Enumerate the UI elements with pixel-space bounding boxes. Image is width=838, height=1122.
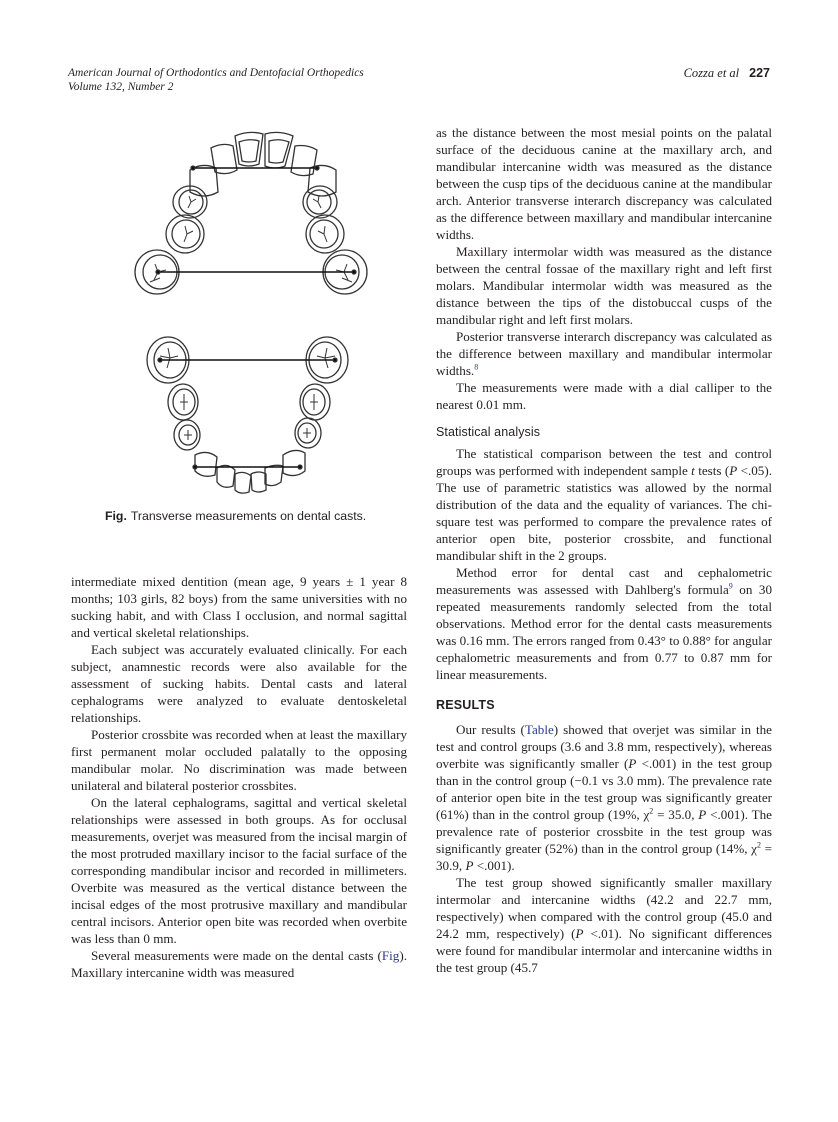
paragraph: intermediate mixed dentition (mean age, 9 years ± 1 year 8 months; 103 girls, 82 boys) from the same universities with no sucking habit, and with Class I occlusion, and normal sagittal and vertical skeletal relationships.: [71, 574, 407, 640]
paragraph: Several measurements were made on the dental casts (Fig). Maxillary intercanine width was measured: [71, 948, 407, 980]
running-header-left: [68, 66, 364, 94]
paragraph: Maxillary intermolar width was measured as the distance between the central fossae of the maxillary right and left first molars. Mandibular intermolar width was measured as the distance between the tips of the distobuccal cusps of the mandibular right and left first molars.: [436, 244, 772, 327]
section-heading-results: RESULTS: [436, 698, 495, 712]
paragraph: On the lateral cephalograms, sagittal and vertical skeletal relationships were assessed in both groups. As for occlusal measurements, overjet was measured from the incisal margin of the most protruded maxillary incisor to the facial surface of the corresponding mandibular incisor and recorded in millimeters. Overbite was measured as the vertical distance between the incisal edges of the most protrusive maxillary and mandibular central incisors. Anterior open bite was recorded when overbite was less than 0 mm.: [71, 795, 407, 946]
paragraph: The statistical comparison between the test and control groups was performed with independent sample t tests (P <.05). The use of parametric statistics was allowed by the normal distribution of the data and the equality of variances. The chi-square test was performed to compare the prevalence rates of anterior open bite, posterior crossbite, and functional mandibular shift in the 2 groups.: [436, 446, 772, 563]
paragraph: Method error for dental cast and cephalometric measurements was assessed with Dahlberg's formula$^9$ on 30 repeated measurements randomly selected from the total observations. Method error for the dental casts measurements was 0.16 mm. The errors ranged from 0.43° to 0.88° for angular cephalometric measurements and from 0.77 to 0.87 mm for linear measurements.: [436, 565, 772, 682]
paragraph: The measurements were made with a dial calliper to the nearest 0.01 mm.: [436, 380, 772, 412]
reference-link[interactable]: 9: [728, 581, 733, 591]
left-column: [71, 573, 407, 981]
paragraph: The test group showed significantly smaller maxillary intermolar and intercanine widths (42.2 and 22.7 mm, respectively) when compared with the control group (45.0 and 24.2 mm, respectively) (P <.01). No significant differences were found for mandibular intermolar and intercanine widths in the test group (45.7: [436, 875, 772, 975]
paragraph: Our results (Table) showed that overjet was similar in the test and control groups (3.6 and 3.8 mm, respectively), whereas overbite was significantly smaller (P <.001) in the test group than in the control group (−0.1 vs 3.0 mm). The prevalence rate of anterior open bite in the test group was significantly greater (61%) than in the control group (19%, $\chi^2 = 35.0$, P <.001). The prevalence rate of posterior crossbite in the test group was significantly greater (52%) than in the control group (14%, $\chi^2 = 30.9$, P <.001).: [436, 722, 772, 873]
figure-link[interactable]: Fig: [381, 948, 400, 963]
journal-name: American Journal of Orthodontics and Dentofacial Orthopedics: [68, 67, 364, 79]
figure-caption: [105, 509, 366, 523]
section-heading-statistical-analysis: Statistical analysis: [436, 425, 541, 439]
paragraph: as the distance between the most mesial points on the palatal surface of the deciduous canine at the maxillary arch, and mandibular intercanine width was measured as the distance between the cusp tips of the deciduous canine at the mandibular arch. Anterior transverse interarch discrepancy was calculated as the difference between maxillary and mandibular intercanine widths.: [436, 125, 772, 242]
running-header-right: [684, 66, 770, 80]
maxillary-arch: [135, 132, 367, 294]
paragraph: Each subject was accurately evaluated clinically. For each subject, anamnestic records were also available for the assessment of sucking habits. Dental casts and lateral cephalograms were analyzed to evaluate dentoskeletal relationships.: [71, 642, 407, 725]
paragraph: Posterior crossbite was recorded when at least the maxillary first permanent molar occluded palatally to the opposing mandibular molar. No discrimination was made between unilateral and bilateral posterior crossbites.: [71, 727, 407, 793]
table-link[interactable]: Table: [524, 722, 554, 737]
dental-arch-diagram: [125, 122, 385, 502]
figure-caption-text: Transverse measurements on dental casts.: [130, 509, 367, 523]
paragraph: Posterior transverse interarch discrepancy was calculated as the difference between maxillary and mandibular intermolar widths.$^8$: [436, 329, 772, 378]
right-column: [436, 124, 772, 976]
author-name: Cozza et al: [683, 66, 740, 80]
reference-link[interactable]: 8: [474, 362, 479, 372]
journal-volume: Volume 132, Number 2: [68, 81, 174, 93]
page-number: 227: [749, 66, 770, 80]
dental-casts-figure: [125, 122, 385, 502]
figure-label: Fig.: [105, 509, 127, 523]
